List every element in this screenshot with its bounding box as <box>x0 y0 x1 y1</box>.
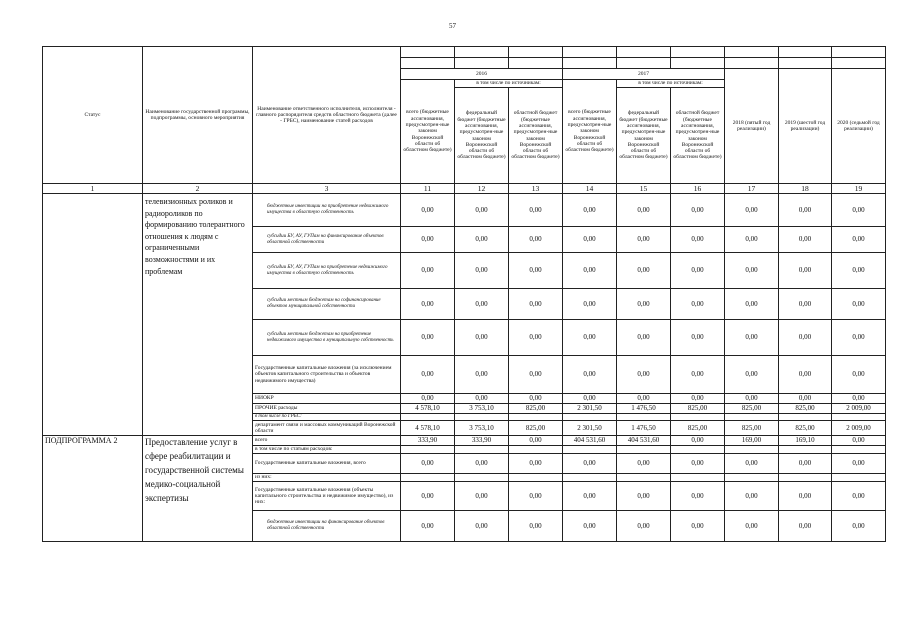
value-cell: 333,90 <box>455 436 509 446</box>
value-cell: 0,00 <box>832 194 886 227</box>
value-cell <box>455 446 509 454</box>
value-cell: 0,00 <box>779 253 832 289</box>
value-cell: 825,00 <box>671 404 725 414</box>
value-cell: 0,00 <box>455 511 509 542</box>
value-cell: 1 476,50 <box>617 421 671 436</box>
value-cell: 0,00 <box>617 394 671 404</box>
value-cell: 0,00 <box>725 289 779 320</box>
value-cell <box>455 474 509 482</box>
value-cell: 0,00 <box>779 227 832 253</box>
value-cell: 0,00 <box>401 394 455 404</box>
value-cell: 4 578,10 <box>401 404 455 414</box>
value-cell <box>725 474 779 482</box>
value-cell: 2 009,00 <box>832 404 886 414</box>
column-index-13: 13 <box>509 184 563 194</box>
value-cell: 0,00 <box>509 482 563 511</box>
expense-label: Государственные капитальные вложения, всего <box>253 454 401 474</box>
section2-status: ПОДПРОГРАММА 2 <box>43 436 143 542</box>
value-cell: 0,00 <box>779 454 832 474</box>
value-cell: 4 578,10 <box>401 421 455 436</box>
value-cell: 0,00 <box>671 356 725 394</box>
value-cell: 0,00 <box>617 227 671 253</box>
column-index-16: 16 <box>671 184 725 194</box>
value-cell: 0,00 <box>671 511 725 542</box>
value-cell: 0,00 <box>401 356 455 394</box>
value-cell: 0,00 <box>401 454 455 474</box>
expense-label: НИОКР <box>253 394 401 404</box>
value-cell: 0,00 <box>509 356 563 394</box>
value-cell <box>509 474 563 482</box>
expense-label: субсидии местным бюджетам на приобретение недвижимого имущества в муниципальную собственность <box>253 320 401 356</box>
value-cell: 0,00 <box>455 454 509 474</box>
value-cell <box>401 446 455 454</box>
value-cell: 0,00 <box>617 320 671 356</box>
header-program: Наименование государственной программы, подпрограммы, основного мероприятия <box>143 47 253 184</box>
value-cell: 2 009,00 <box>832 421 886 436</box>
value-cell: 404 531,60 <box>563 436 617 446</box>
value-cell: 0,00 <box>617 511 671 542</box>
value-cell: 0,00 <box>832 356 886 394</box>
header-2020: 2020 (седьмой год реализации) <box>832 69 886 184</box>
value-cell: 0,00 <box>671 454 725 474</box>
value-cell: 0,00 <box>401 320 455 356</box>
table-row <box>43 194 886 227</box>
value-cell: 0,00 <box>563 394 617 404</box>
value-cell: 0,00 <box>725 511 779 542</box>
expense-label: субсидии местным бюджетам на софинансирование объектов муниципальной собственности <box>253 289 401 320</box>
value-cell: 0,00 <box>779 320 832 356</box>
value-cell: 169,10 <box>779 436 832 446</box>
value-cell <box>617 446 671 454</box>
value-cell: 825,00 <box>725 421 779 436</box>
value-cell: 0,00 <box>563 356 617 394</box>
header-year-2017: 2017 <box>563 69 725 80</box>
value-cell: 0,00 <box>671 394 725 404</box>
header-total-2017: всего (бюджетные ассигнования, предусмотрен-ные законом Воронежской области об областном бюджете) <box>563 80 617 184</box>
value-cell: 0,00 <box>671 320 725 356</box>
expense-label: бюджетные инвестиции на финансирование объектов областной собственности <box>253 511 401 542</box>
value-cell: 0,00 <box>563 289 617 320</box>
value-cell: 0,00 <box>401 289 455 320</box>
column-index-18: 18 <box>779 184 832 194</box>
value-cell: 0,00 <box>617 289 671 320</box>
header-regional-2017: областной бюджет (бюджетные ассигнования, предусмотрен-ные законом Воронежской области об областном бюджете) <box>671 88 725 184</box>
value-cell: 3 753,10 <box>455 404 509 414</box>
value-cell <box>671 446 725 454</box>
expense-label: субсидии БУ, АУ, ГУПам на финансирование объектов областной собственности <box>253 227 401 253</box>
value-cell: 0,00 <box>671 194 725 227</box>
expense-label: бюджетные инвестиции на приобретение недвижимого имущества в областную собственность <box>253 194 401 227</box>
value-cell: 0,00 <box>725 394 779 404</box>
header-regional-2016: областной бюджет (бюджетные ассигнования, предусмотрен-ные законом Воронежской области об областном бюджете) <box>509 88 563 184</box>
value-cell: 0,00 <box>617 194 671 227</box>
value-cell: 2 301,50 <box>563 421 617 436</box>
value-cell: 0,00 <box>779 289 832 320</box>
value-cell: 0,00 <box>725 227 779 253</box>
value-cell <box>617 414 671 421</box>
value-cell: 0,00 <box>401 253 455 289</box>
value-cell: 0,00 <box>401 227 455 253</box>
value-cell: 0,00 <box>779 511 832 542</box>
value-cell <box>401 414 455 421</box>
column-index-11: 11 <box>401 184 455 194</box>
value-cell: 0,00 <box>455 356 509 394</box>
value-cell: 0,00 <box>617 482 671 511</box>
header-year-2016: 2016 <box>401 69 563 80</box>
value-cell <box>832 474 886 482</box>
value-cell: 0,00 <box>455 320 509 356</box>
header-federal-2017: федеральный бюджет (бюджетные ассигнования, предусмотрен-ные законом Воронежской области об областном бюджете) <box>617 88 671 184</box>
header-2019: 2019 (шестой год реализации) <box>779 69 832 184</box>
value-cell <box>509 446 563 454</box>
value-cell: 0,00 <box>563 482 617 511</box>
expense-label: в том числе по ГРБС: <box>253 414 401 421</box>
value-cell: 0,00 <box>832 511 886 542</box>
value-cell: 0,00 <box>455 253 509 289</box>
expense-label: из них: <box>253 474 401 482</box>
expense-label: департамент связи и массовых коммуникаций Воронежской области <box>253 421 401 436</box>
value-cell <box>832 414 886 421</box>
value-cell: 0,00 <box>779 482 832 511</box>
value-cell: 0,00 <box>725 454 779 474</box>
header-sources-2017: в том числе по источникам: <box>617 80 725 88</box>
value-cell: 825,00 <box>779 421 832 436</box>
value-cell: 825,00 <box>671 421 725 436</box>
column-index-row <box>43 184 886 194</box>
value-cell: 825,00 <box>725 404 779 414</box>
value-cell: 0,00 <box>617 454 671 474</box>
value-cell: 169,00 <box>725 436 779 446</box>
expense-label: всего <box>253 436 401 446</box>
budget-table <box>42 46 886 542</box>
column-index-3: 3 <box>253 184 401 194</box>
value-cell: 0,00 <box>509 253 563 289</box>
value-cell: 0,00 <box>832 436 886 446</box>
value-cell: 0,00 <box>832 482 886 511</box>
value-cell: 0,00 <box>832 454 886 474</box>
header-sources-2016: в том числе по источникам: <box>455 80 563 88</box>
table-row <box>43 436 886 446</box>
value-cell <box>563 474 617 482</box>
value-cell: 825,00 <box>509 404 563 414</box>
value-cell: 0,00 <box>832 320 886 356</box>
value-cell <box>779 414 832 421</box>
header-2018: 2018 (пятый год реализации) <box>725 69 779 184</box>
value-cell <box>832 446 886 454</box>
value-cell <box>725 446 779 454</box>
status-cell-section1 <box>43 194 143 436</box>
value-cell <box>671 474 725 482</box>
value-cell: 0,00 <box>779 356 832 394</box>
value-cell: 825,00 <box>779 404 832 414</box>
value-cell: 0,00 <box>509 436 563 446</box>
value-cell: 0,00 <box>509 227 563 253</box>
column-index-14: 14 <box>563 184 617 194</box>
value-cell: 0,00 <box>832 253 886 289</box>
column-index-17: 17 <box>725 184 779 194</box>
value-cell: 0,00 <box>563 511 617 542</box>
value-cell: 0,00 <box>671 436 725 446</box>
value-cell: 0,00 <box>671 253 725 289</box>
value-cell: 0,00 <box>725 253 779 289</box>
column-index-2: 2 <box>143 184 253 194</box>
value-cell <box>671 414 725 421</box>
expense-label: субсидии БУ, АУ, ГУПам на приобретение недвижимого имущества в областную собственность <box>253 253 401 289</box>
value-cell: 0,00 <box>401 482 455 511</box>
value-cell: 333,90 <box>401 436 455 446</box>
section2-description: Предоставление услуг в сфере реабилитации и государственной системы медико-социальной экспертизы <box>143 436 253 542</box>
expense-label: в том числе по статьям расходов: <box>253 446 401 454</box>
value-cell: 0,00 <box>401 511 455 542</box>
value-cell: 0,00 <box>563 320 617 356</box>
value-cell: 0,00 <box>509 511 563 542</box>
column-index-1: 1 <box>43 184 143 194</box>
value-cell: 0,00 <box>725 482 779 511</box>
value-cell <box>563 446 617 454</box>
value-cell: 0,00 <box>509 194 563 227</box>
value-cell: 0,00 <box>563 194 617 227</box>
value-cell: 0,00 <box>455 482 509 511</box>
expense-label: Государственные капитальные вложения (объекты капитального строительства и недвижимое имущество), из них: <box>253 482 401 511</box>
column-index-12: 12 <box>455 184 509 194</box>
value-cell: 0,00 <box>563 227 617 253</box>
value-cell: 825,00 <box>509 421 563 436</box>
value-cell: 0,00 <box>617 356 671 394</box>
page-number: 57 <box>449 22 456 30</box>
value-cell <box>779 474 832 482</box>
header-federal-2016: федеральный бюджет (бюджетные ассигнования, предусмотрен-ные законом Воронежской области об областном бюджете) <box>455 88 509 184</box>
header-status: Статус <box>43 47 143 184</box>
value-cell: 0,00 <box>563 253 617 289</box>
value-cell: 0,00 <box>401 194 455 227</box>
value-cell: 0,00 <box>455 289 509 320</box>
header-total-2016: всего (бюджетные ассигнования, предусмотрен-ные законом Воронежской области об областном бюджете) <box>401 80 455 184</box>
value-cell: 0,00 <box>455 194 509 227</box>
expense-label: Государственные капитальные вложения (за исключением объектов капитального строительства и объектов недвижимого имущества) <box>253 356 401 394</box>
value-cell: 0,00 <box>832 394 886 404</box>
value-cell: 0,00 <box>671 482 725 511</box>
value-cell: 0,00 <box>779 394 832 404</box>
column-index-19: 19 <box>832 184 886 194</box>
value-cell: 0,00 <box>671 227 725 253</box>
value-cell: 0,00 <box>563 454 617 474</box>
value-cell: 0,00 <box>509 289 563 320</box>
value-cell: 0,00 <box>455 394 509 404</box>
value-cell <box>455 414 509 421</box>
value-cell: 0,00 <box>832 227 886 253</box>
value-cell: 0,00 <box>671 289 725 320</box>
value-cell: 0,00 <box>779 194 832 227</box>
value-cell: 404 531,60 <box>617 436 671 446</box>
value-cell: 0,00 <box>725 356 779 394</box>
value-cell <box>509 414 563 421</box>
value-cell: 0,00 <box>832 289 886 320</box>
header-executor: Наименование ответственного исполнителя, исполнителя - главного распорядителя средств областного бюджета (далее - ГРБС), наименование статей расходов <box>253 47 401 184</box>
value-cell: 0,00 <box>509 320 563 356</box>
section1-description: телевизионных роликов и радиороликов по формированию толерантного отношения к людям с ограниченными возможностями и их проблемам <box>143 194 253 436</box>
value-cell: 0,00 <box>509 394 563 404</box>
column-index-15: 15 <box>617 184 671 194</box>
value-cell <box>779 446 832 454</box>
value-cell <box>617 474 671 482</box>
value-cell: 1 476,50 <box>617 404 671 414</box>
value-cell: 0,00 <box>725 320 779 356</box>
value-cell: 0,00 <box>455 227 509 253</box>
value-cell: 3 753,10 <box>455 421 509 436</box>
expense-label: ПРОЧИЕ расходы <box>253 404 401 414</box>
value-cell <box>563 414 617 421</box>
value-cell: 2 301,50 <box>563 404 617 414</box>
value-cell <box>401 474 455 482</box>
value-cell: 0,00 <box>509 454 563 474</box>
value-cell <box>725 414 779 421</box>
value-cell: 0,00 <box>725 194 779 227</box>
value-cell: 0,00 <box>617 253 671 289</box>
